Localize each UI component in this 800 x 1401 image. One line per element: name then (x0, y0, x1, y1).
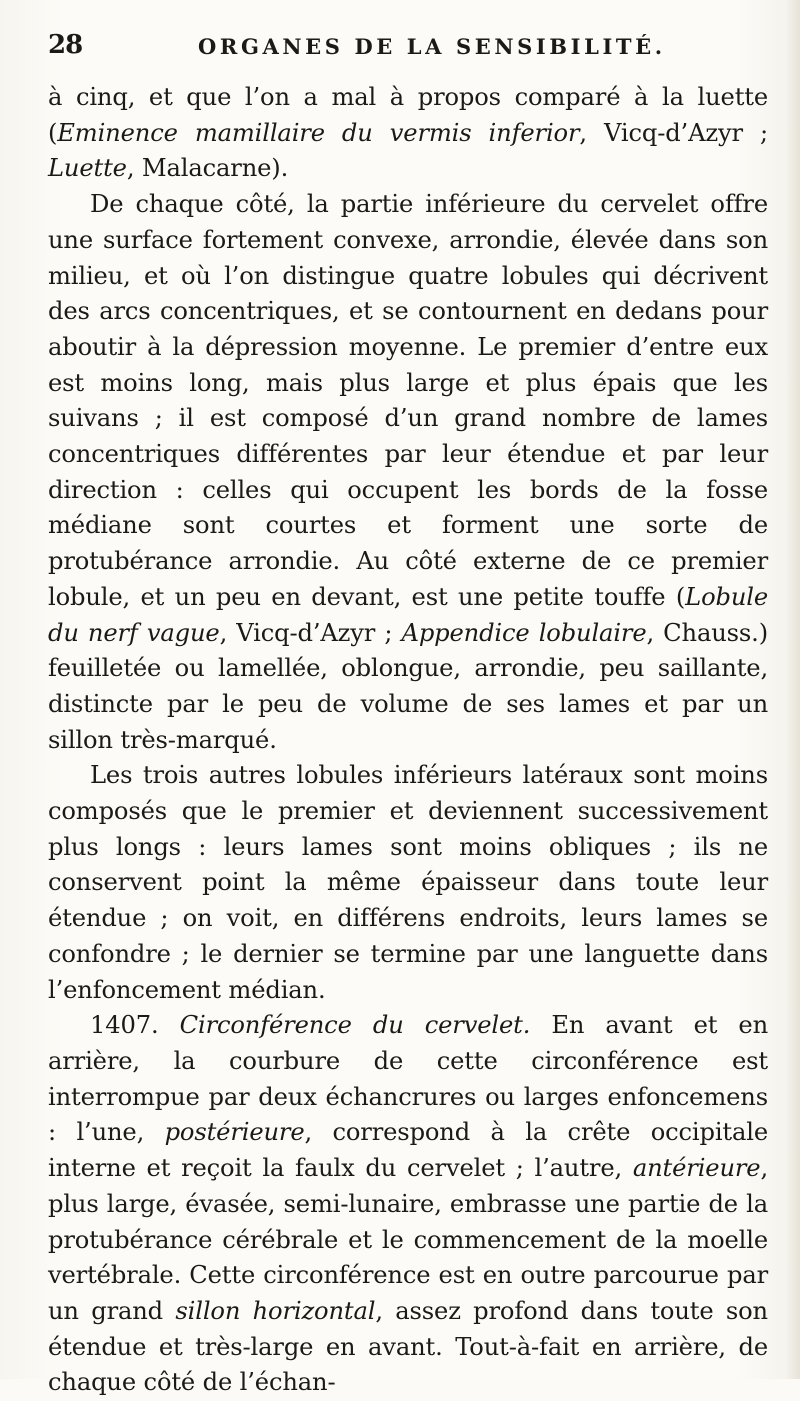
text-span: , Vicq-d’Azyr ; (579, 118, 768, 147)
page-header (48, 24, 768, 68)
text-span: De chaque côté, la partie inférieure du cervelet offre une surface fortement convexe, arrondie, élevée dans son milieu, et où l’on distingue quatre lobules qui décrivent des arcs concentriques, et se contournent en dedans pour aboutir à la dépression moyenne. Le premier d’entre eux est moins long, mais plus large et plus épais que les suivans ; il est composé d’un grand nombre de lames concentriques différentes par leur étendue et par leur direction : celles qui occupent les bords de la fosse médiane sont courtes et forment une sorte de protubérance arrondie. Au côté externe de ce premier lobule, et un peu en devant, est une petite touffe ( (48, 190, 768, 611)
italic-term: Luette (48, 154, 127, 183)
section-number: 1407. (90, 1011, 159, 1040)
text-span: En avant et en arrière, la courbure de cette circonférence est interrompue par deux échancrures ou larges enfoncemens : l’une, (48, 1011, 769, 1147)
page-edge-shadow (786, 0, 800, 1379)
text-span: , assez profond dans toute son étendue et très-large en avant. Tout-à-fait en arrière, de chaque côté de l’échan- (48, 1296, 768, 1397)
text-span: , Chauss.) feuilletée ou lamellée, oblongue, arrondie, peu saillante, distincte par le peu de volume de ses lames et par un sillon très-marqué. (48, 618, 769, 754)
italic-term: postérieure (164, 1118, 305, 1147)
paragraph-continuation (48, 80, 768, 187)
italic-term: sillon horizontal (175, 1296, 376, 1325)
running-title: ORGANES DE LA SENSIBILITÉ. (198, 34, 666, 59)
paragraph-lateral-lobules (48, 758, 768, 1008)
italic-term: antérieure (632, 1154, 761, 1183)
body-text (48, 80, 768, 1401)
text-span: Les trois autres lobules inférieurs latéraux sont moins composés que le premier et deviennent successivement plus longs : leurs lames sont moins obliques ; ils ne conservent point la même épaisseur dans toute leur étendue ; on voit, en différens endroits, leurs lames se confondre ; le dernier se termine par une languette dans l’enfoncement médian. (48, 761, 768, 1004)
italic-term: Appendice lobulaire (401, 618, 647, 647)
page-number: 28 (48, 30, 83, 60)
text-span: , Vicq-d’Azyr ; (219, 618, 402, 647)
section-title: Circonférence du cervelet. (179, 1011, 531, 1040)
text-span: , plus large, évasée, semi-lunaire, embrasse une partie de la protubérance cérébrale et le commencement de la moelle vertébrale. Cette circonférence est en outre parcourue par un grand (48, 1154, 768, 1325)
text-span: , correspond à la crête occipitale interne et reçoit la faulx du cervelet ; l’autre, (48, 1118, 768, 1183)
text-span: , Malacarne). (126, 154, 289, 183)
paragraph-1407 (48, 1008, 768, 1401)
text-span: à cinq, et que l’on a mal à propos comparé à la luette ( (48, 83, 768, 147)
italic-term: Lobule du nerf vague (48, 582, 768, 647)
latin-term: Eminence mamillaire du vermis inferior (57, 118, 580, 147)
paragraph-inferior-surface (48, 187, 768, 758)
